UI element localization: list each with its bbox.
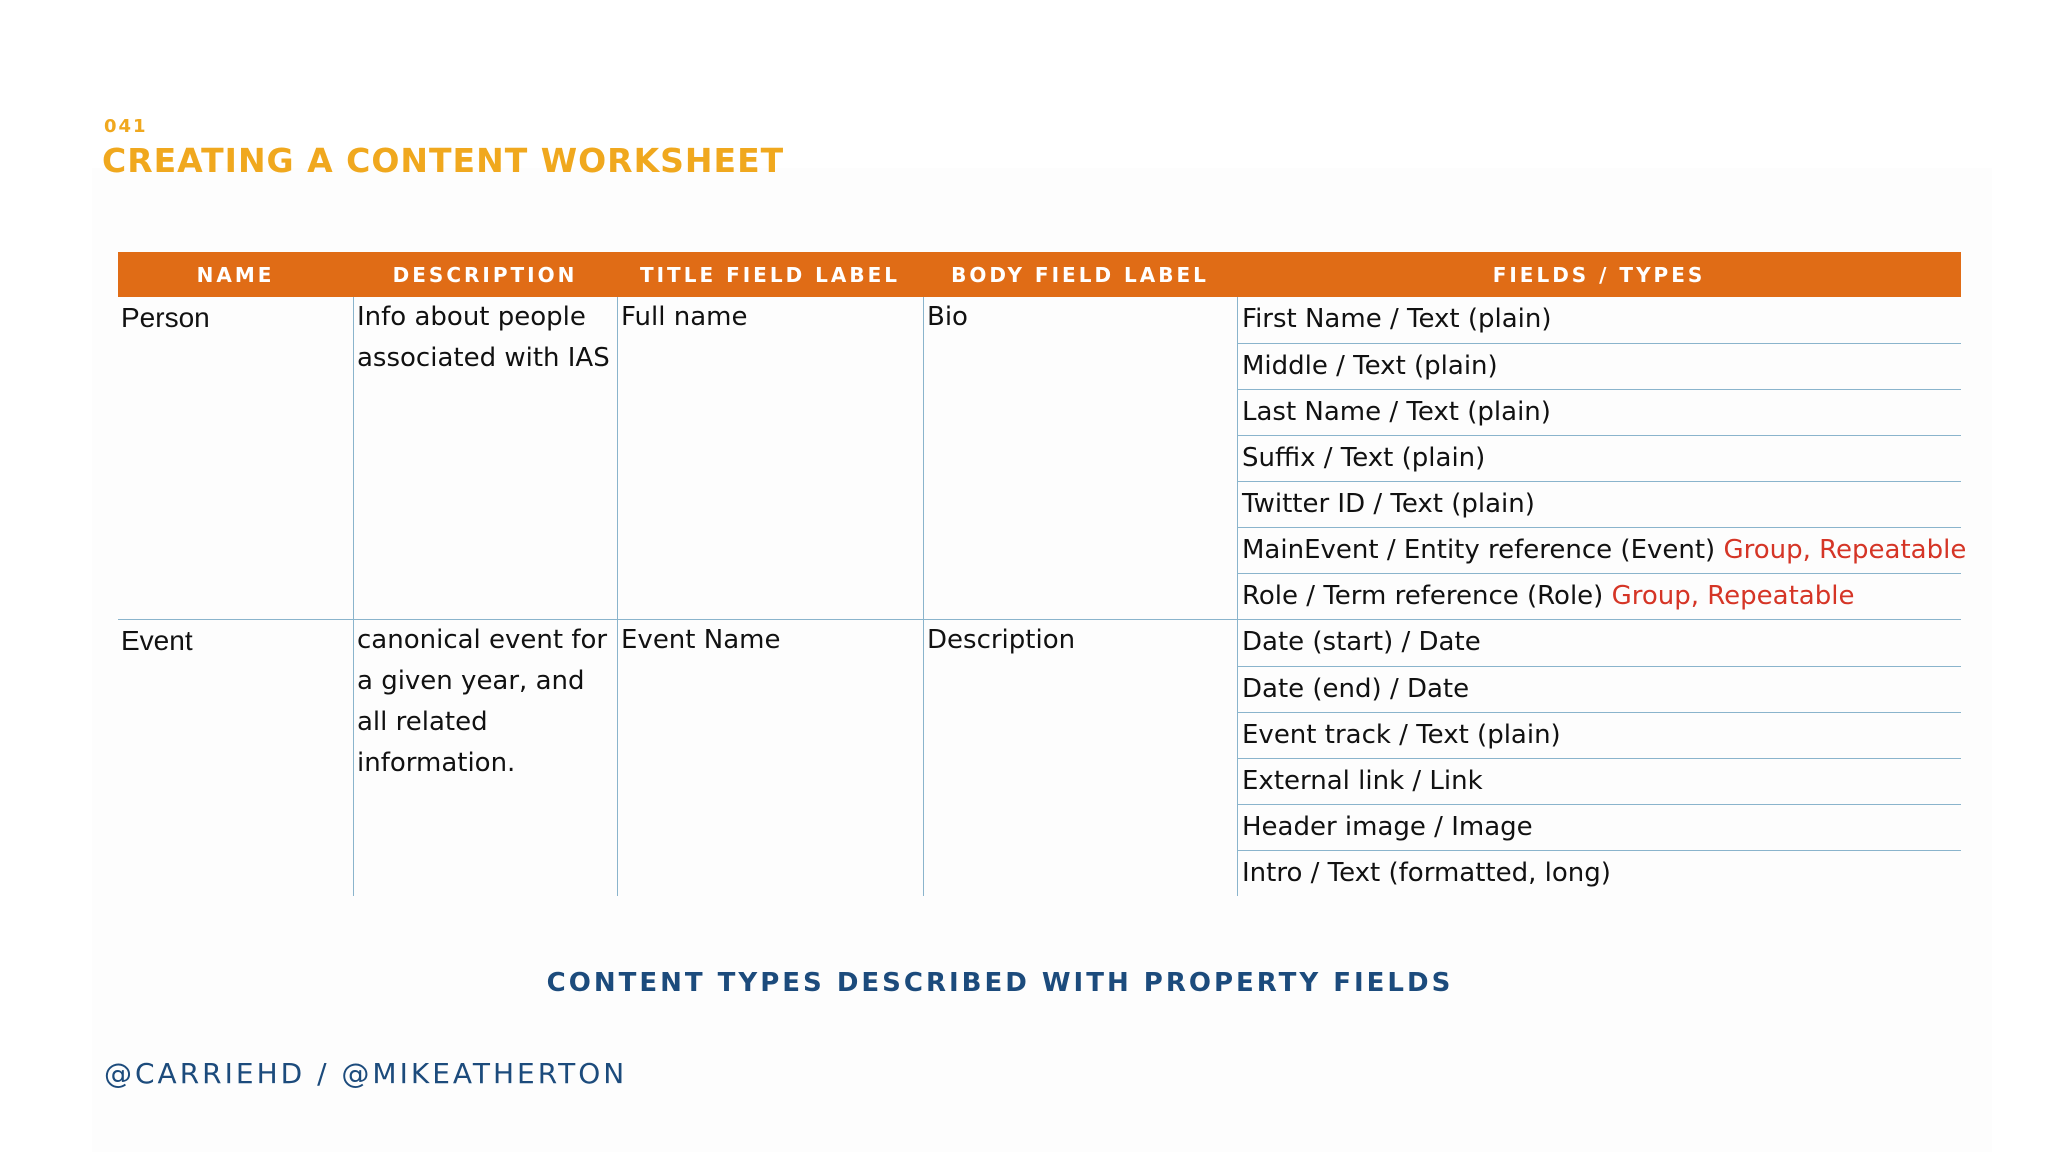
cell-title-field-label: Full name — [617, 297, 923, 619]
slide-number: 041 — [104, 116, 148, 137]
cell-title-field-label: Event Name — [617, 620, 923, 896]
field-text: Middle / Text (plain) — [1242, 351, 1498, 381]
field-text: Role / Term reference (Role) — [1242, 581, 1604, 611]
field-row — [1238, 481, 1961, 527]
field-text: Suffix / Text (plain) — [1242, 443, 1486, 473]
header-body-field-label: BODY FIELD LABEL — [951, 262, 1209, 287]
header-name: NAME — [196, 262, 275, 287]
field-text: Last Name / Text (plain) — [1242, 397, 1551, 427]
field-row — [1238, 850, 1961, 896]
field-row — [1238, 527, 1967, 573]
field-row — [1238, 712, 1961, 758]
field-row — [1238, 435, 1961, 481]
field-note: Group, Repeatable — [1723, 535, 1967, 565]
table-header — [118, 252, 1961, 297]
content-worksheet-table — [118, 252, 1967, 896]
field-text: Intro / Text (formatted, long) — [1242, 858, 1611, 888]
cell-body-field-label: Bio — [923, 297, 1237, 619]
cell-name: Person — [121, 302, 210, 333]
cell-name: Event — [121, 625, 193, 656]
header-title-field-label: TITLE FIELD LABEL — [639, 262, 901, 287]
field-text: Date (start) / Date — [1242, 627, 1481, 657]
field-row — [1238, 804, 1961, 850]
field-row — [1238, 573, 1961, 619]
field-text: Header image / Image — [1242, 812, 1533, 842]
cell-description: Info about people associated with IAS — [353, 297, 617, 619]
field-text: Event track / Text (plain) — [1242, 720, 1561, 750]
slide-title: CREATING A CONTENT WORKSHEET — [102, 141, 785, 180]
cell-description: canonical event for a given year, and all related information. — [353, 620, 617, 896]
field-text: External link / Link — [1242, 766, 1483, 796]
field-row — [1238, 620, 1961, 666]
cell-fields-list — [1237, 620, 1961, 896]
field-note: Group, Repeatable — [1611, 581, 1855, 611]
field-text: Twitter ID / Text (plain) — [1242, 489, 1535, 519]
field-text: First Name / Text (plain) — [1242, 304, 1552, 334]
header-fields-types: FIELDS / TYPES — [1492, 262, 1706, 287]
field-text: Date (end) / Date — [1242, 674, 1470, 704]
slide-caption: CONTENT TYPES DESCRIBED WITH PROPERTY FIELDS — [546, 968, 1454, 998]
field-row — [1238, 666, 1961, 712]
table-row-person — [118, 297, 1967, 619]
table-row-event — [118, 619, 1961, 896]
header-description: DESCRIPTION — [392, 262, 578, 287]
field-row — [1238, 297, 1961, 343]
field-row — [1238, 389, 1961, 435]
author-credits: @CARRIEHD / @MIKEATHERTON — [104, 1057, 628, 1090]
cell-fields-list — [1237, 297, 1967, 619]
field-text: MainEvent / Entity reference (Event) — [1242, 535, 1716, 565]
field-row — [1238, 758, 1961, 804]
cell-body-field-label: Description — [923, 620, 1237, 896]
field-row — [1238, 343, 1961, 389]
